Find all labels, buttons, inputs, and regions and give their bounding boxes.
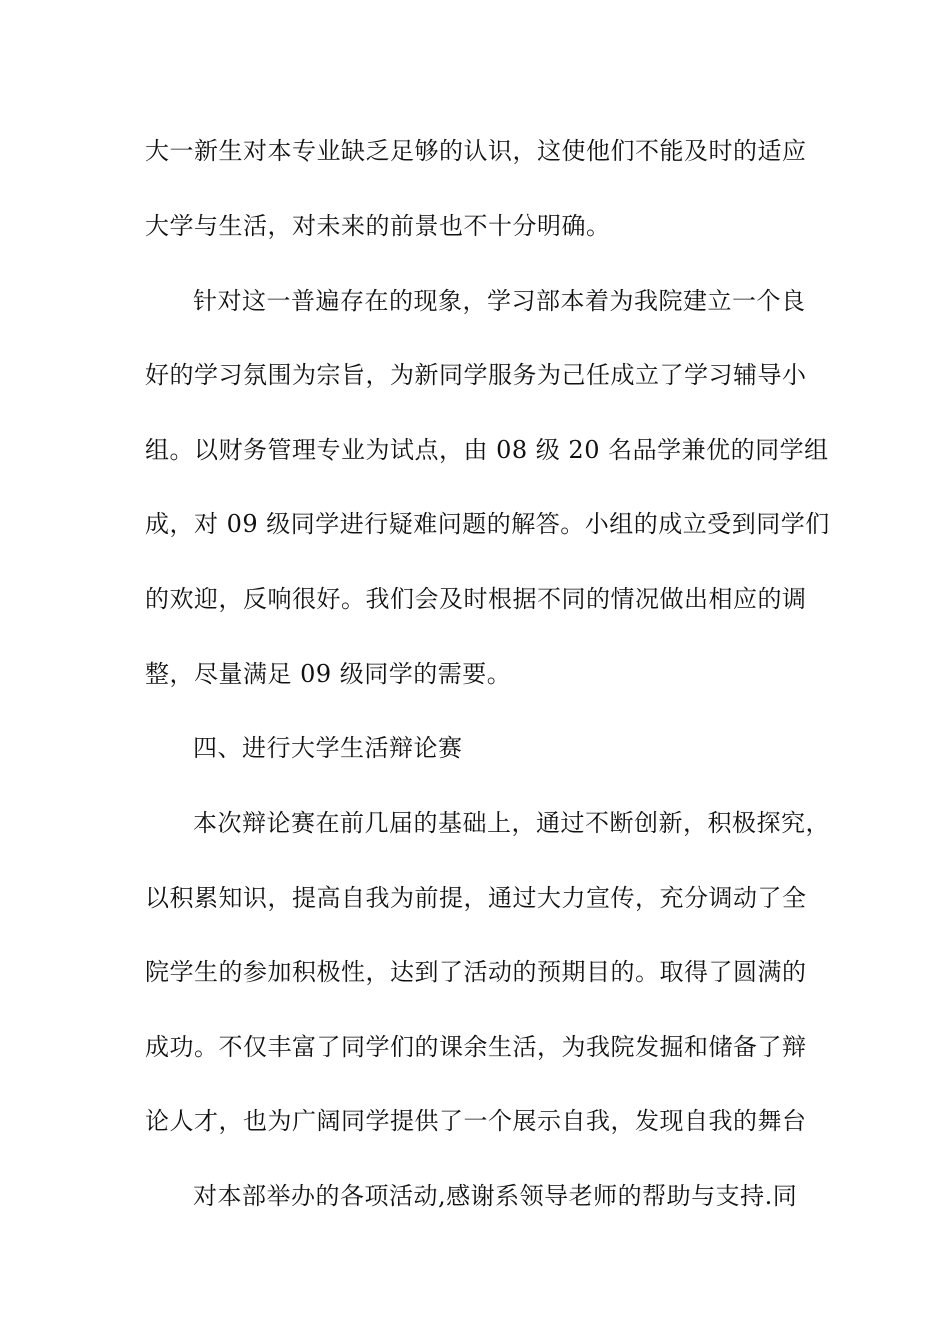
text-line: 成功。不仅丰富了同学们的课余生活，为我院发掘和储备了辩 xyxy=(145,1033,807,1061)
text-line: 整，尽量满足 09 级同学的需要。 xyxy=(145,660,512,688)
text-line: 大一新生对本专业缺乏足够的认识，这使他们不能及时的适应 xyxy=(145,137,807,165)
text-line: 好的学习氛围为宗旨，为新同学服务为己任成立了学习辅导小 xyxy=(145,361,807,389)
text-line: 的欢迎，反响很好。我们会及时根据不同的情况做出相应的调 xyxy=(145,585,807,613)
text-line: 以积累知识，提高自我为前提，通过大力宣传，充分调动了全 xyxy=(145,884,807,912)
text-line: 院学生的参加积极性，达到了活动的预期目的。取得了圆满的 xyxy=(145,958,807,986)
text-line: 对本部举办的各项活动,感谢系领导老师的帮助与支持.同 xyxy=(193,1182,798,1210)
text-line: 针对这一普遍存在的现象，学习部本着为我院建立一个良 xyxy=(193,287,806,315)
text-line: 本次辩论赛在前几届的基础上，通过不断创新，积极探究， xyxy=(193,809,830,837)
text-line: 大学与生活，对未来的前景也不十分明确。 xyxy=(145,212,611,240)
section-heading: 四、进行大学生活辩论赛 xyxy=(193,734,463,762)
text-line: 成，对 09 级同学进行疑难问题的解答。小组的成立受到同学们 xyxy=(145,510,830,538)
text-line: 组。以财务管理专业为试点，由 08 级 20 名品学兼优的同学组 xyxy=(145,436,829,464)
text-line: 论人才，也为广阔同学提供了一个展示自我，发现自我的舞台 xyxy=(145,1107,807,1135)
